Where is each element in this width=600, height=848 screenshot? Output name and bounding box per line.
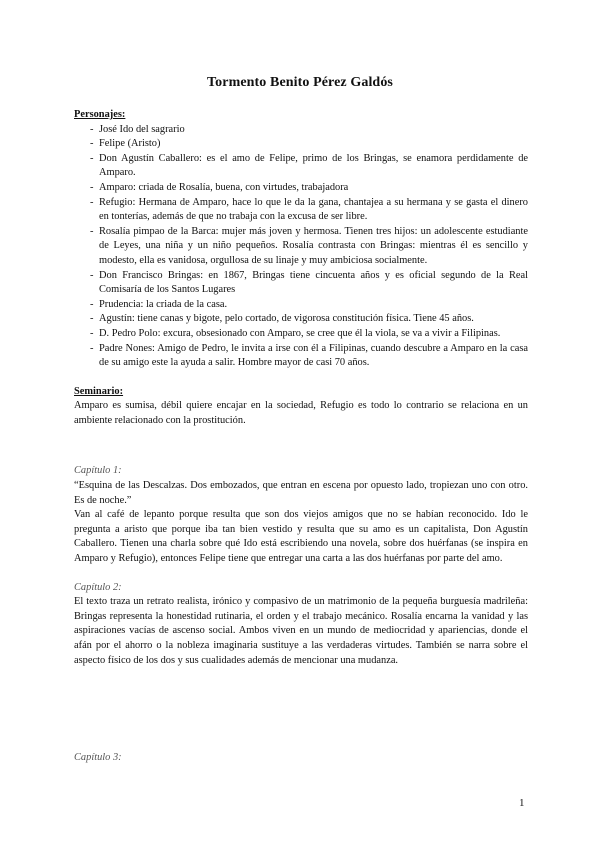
personajes-heading: Personajes:	[74, 109, 126, 120]
list-item: - Padre Nones: Amigo de Pedro, le invita a irse con él a Filipinas, cuando descubre a Amparo en la casa de su amigo este la ayuda a salir. Hombre mayor de casi 70 años.	[90, 342, 528, 369]
seminario-heading: Seminario:	[74, 385, 124, 397]
document-title: Tormento Benito Pérez Galdós	[207, 75, 393, 90]
list-item: - Felipe (Aristo)	[90, 138, 161, 150]
list-item: - José Ido del sagrario	[90, 123, 185, 135]
list-item: - Agustín: tiene canas y bigote, pelo cortado, de vigorosa constitución física. Tiene 45 años.	[90, 313, 474, 325]
seminario-text: Amparo es sumisa, débil quiere encajar en la sociedad, Refugio es todo lo contrario se relaciona en un ambiente relacionado con la prostitución.	[74, 400, 528, 426]
chapter-2-heading: Capítulo 2:	[74, 581, 122, 593]
list-item: - D. Pedro Polo: excura, obsesionado con Amparo, se cree que él la viola, se va a vivir a Filipinas.	[90, 327, 501, 339]
chapter-3-heading: Capítulo 3:	[74, 752, 122, 763]
chapter-1-text: Van al café de lepanto porque resulta que son dos viejos amigos que no se habían reconocido. Ido le pregunta a aristo que porque iba tan bien vestido y resulta que su amo es un capitalista, Don Agustín Caballero. Tienen una charla sobre qué Ido está escribiendo una novela, sobre dos huérfanas (se inspira en Amparo y Refugio), entonces Felipe tiene que entregar una carta a las dos huérfanas por parte del amo.	[74, 509, 528, 565]
list-item: - Amparo: criada de Rosalía, buena, con virtudes, trabajadora	[90, 181, 349, 193]
character-list	[74, 123, 528, 371]
page-number: 1	[519, 797, 525, 809]
list-item: - Refugio: Hermana de Amparo, hace lo que le da la gana, chantajea a su hermana y se gasta el dinero en tonterías, además de que no trabaja con la excusa de ser libre.	[90, 196, 528, 223]
list-item: - Rosalía pimpao de la Barca: mujer más joven y hermosa. Tienen tres hijos: un adolescente estudiante de Leyes, una niña y un niño pequeños. Rosalía contrasta con Bringas: mientras él es sencillo y modesto, ella es vanidosa, orgullosa de su linaje y muy ambiciosa socialmente.	[90, 225, 528, 266]
list-item: - Prudencia: la criada de la casa.	[90, 298, 228, 310]
chapter-1-quote: “Esquina de las Descalzas. Dos embozados, que entran en escena por opuesto lado, tropiezan uno con otro. Es de noche.”	[74, 480, 528, 506]
list-item: - Don Francisco Bringas: en 1867, Bringas tiene cincuenta años y es oficial segundo de la Real Comisaría de los Santos Lugares	[90, 269, 528, 296]
document-body	[74, 108, 528, 668]
chapter-2-text: El texto traza un retrato realista, irónico y compasivo de un matrimonio de la pequeña burguesía madrileña: Bringas representa la honestidad rutinaria, el orden y el trabajo mecánico. Rosalía encarna la vanidad y las aspiraciones vacías de ascenso social. Ambos viven en un mundo de mediocridad y apariencias, donde el afán por el ahorro o la nobleza imaginaria sustituye a las verdaderas virtudes. También se narra sobre el aspecto físico de los dos y sus cualidades además de mencionar una mudanza.	[74, 596, 528, 666]
chapter-1-heading: Capítulo 1:	[74, 465, 122, 477]
list-item: - Don Agustín Caballero: es el amo de Felipe, primo de los Bringas, se enamora perdidamente de Amparo.	[90, 152, 528, 179]
